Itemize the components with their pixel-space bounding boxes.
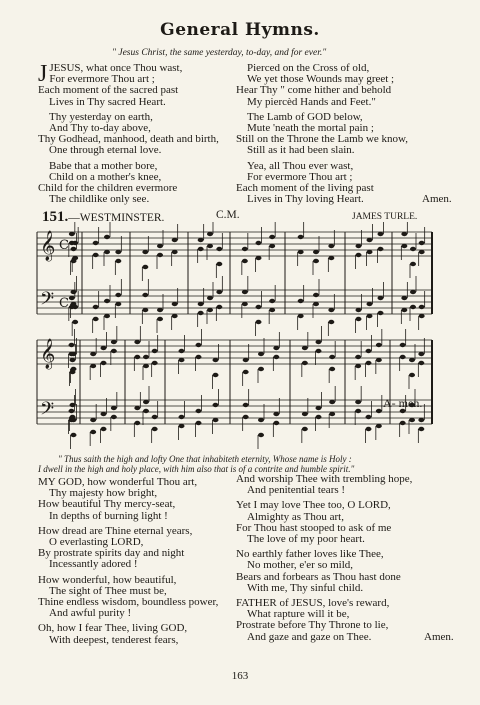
note-head — [367, 302, 373, 306]
note-head — [316, 406, 322, 410]
note-head — [316, 349, 322, 353]
verse-line: And penitential tears ! — [247, 484, 346, 497]
note-head — [172, 238, 178, 242]
stanza — [236, 63, 436, 108]
note-head — [93, 317, 99, 321]
note-head — [419, 250, 425, 254]
verse-line: For evermore Thou art ; — [247, 170, 353, 183]
note-head — [256, 241, 262, 245]
verse-line: Still on the Throne the Lamb we know, — [236, 133, 408, 146]
verse-line: Yea, all Thou ever wast, — [247, 159, 354, 172]
verse-line: Each moment of the sacred past — [38, 84, 179, 97]
note-head — [242, 259, 248, 263]
note-head — [356, 317, 362, 321]
verse-line: Mute 'neath the mortal pain ; — [247, 122, 374, 135]
note-head — [207, 308, 213, 312]
verse-line: Still as it had been slain. — [247, 144, 355, 157]
note-head — [104, 314, 110, 318]
note-head — [242, 247, 248, 251]
stanza — [236, 549, 436, 594]
note-head — [142, 308, 148, 312]
stanza — [236, 159, 452, 206]
note-head — [302, 427, 308, 431]
note-head — [216, 262, 222, 266]
note-head — [101, 412, 107, 416]
note-head — [196, 343, 202, 347]
verse-line: Thine endless wisdom, boundless power, — [38, 596, 219, 609]
verse-line: How beautiful Thy mercy-seat, — [38, 498, 176, 511]
note-head — [378, 311, 384, 315]
note-head — [70, 403, 76, 407]
hymn151-right-column — [236, 473, 454, 647]
note-head — [418, 418, 424, 422]
page-number: 163 — [231, 670, 249, 682]
note-head — [242, 290, 248, 294]
note-head — [196, 355, 202, 359]
note-head — [355, 355, 361, 359]
verse-line: Almighty as Thou art, — [247, 510, 344, 523]
note-head — [71, 367, 77, 371]
verse-line — [236, 630, 454, 643]
note-head — [356, 244, 362, 248]
note-head — [101, 346, 107, 350]
note-head — [378, 247, 384, 251]
hymn150-right-column — [236, 62, 452, 209]
note-head — [198, 311, 204, 315]
tune-composer: JAMES TURLE. — [352, 212, 418, 222]
note-head — [196, 421, 202, 425]
tune-name: —WESTMINSTER. — [68, 212, 165, 224]
verse-line: Lives in Thy sacred Heart. — [49, 95, 166, 108]
note-head — [213, 358, 219, 362]
note-head — [273, 355, 279, 359]
note-head — [216, 305, 222, 309]
note-head — [71, 247, 77, 251]
note-head — [401, 308, 407, 312]
verse-line: No earthly father loves like Thee, — [236, 548, 384, 561]
note-head — [134, 406, 140, 410]
verse-line: For evermore Thou art ; — [49, 73, 155, 86]
note-head — [143, 409, 149, 413]
note-head — [410, 262, 416, 266]
time-signature: C — [59, 238, 69, 253]
note-head — [409, 418, 415, 422]
note-head — [111, 340, 117, 344]
music-score — [0, 222, 480, 454]
note-head — [157, 308, 163, 312]
verse-line: Thy yesterday on earth, — [49, 110, 153, 123]
note-head — [329, 367, 335, 371]
hymn151-epigraph-line1: " Thus saith the high and lofty One that inhabiteth eternity, Whose name is Holy : — [58, 454, 352, 464]
verse-line: FATHER of JESUS, love's reward, — [236, 597, 390, 610]
stanza — [236, 474, 436, 496]
stanza — [38, 477, 243, 522]
note-head — [410, 247, 416, 251]
note-head — [93, 241, 99, 245]
note-head — [172, 250, 178, 254]
note-head — [258, 418, 264, 422]
note-head — [316, 415, 322, 419]
drop-cap: J — [38, 61, 48, 87]
note-head — [313, 293, 319, 297]
note-head — [213, 403, 219, 407]
note-head — [172, 314, 178, 318]
note-head — [111, 415, 117, 419]
note-head — [207, 244, 213, 248]
tune-meter: C.M. — [216, 209, 240, 221]
verse-line: JESUS, what once Thou wast, — [49, 62, 183, 74]
note-head — [90, 418, 96, 422]
verse-line: Oh, how I fear Thee, living GOD, — [38, 622, 188, 635]
note-head — [258, 367, 264, 371]
note-head — [419, 314, 425, 318]
note-head — [256, 320, 262, 324]
note-head — [328, 244, 334, 248]
note-head — [71, 418, 77, 422]
verse-line: With deepest, tenderest fears, — [49, 633, 179, 646]
note-head — [329, 355, 335, 359]
note-head — [216, 290, 222, 294]
note-head — [90, 430, 96, 434]
verse-line: Each moment of the living past — [236, 182, 374, 195]
note-head — [213, 373, 219, 377]
note-head — [134, 421, 140, 425]
note-head — [93, 305, 99, 309]
note-head — [269, 308, 275, 312]
note-head — [376, 409, 382, 413]
note-head — [143, 400, 149, 404]
verse-line: My piercèd Hands and Feet." — [247, 95, 376, 108]
verse-line-text: Lives in Thy loving Heart. — [247, 193, 364, 206]
note-head — [134, 340, 140, 344]
note-head — [367, 314, 373, 318]
note-head — [104, 250, 110, 254]
verse-line: Yet I may love Thee too, O LORD, — [236, 499, 391, 512]
note-head — [355, 400, 361, 404]
verse-line: In depths of burning light ! — [49, 509, 168, 522]
note-head — [313, 250, 319, 254]
note-head — [198, 238, 204, 242]
note-head — [69, 343, 75, 347]
note-head — [243, 403, 249, 407]
note-head — [367, 238, 373, 242]
verse-line: And awful purity ! — [49, 607, 132, 620]
verse-line: We yet those Wounds may greet ; — [247, 73, 395, 86]
amen: Amen. — [424, 630, 454, 643]
note-head — [418, 361, 424, 365]
note-head — [243, 370, 249, 374]
amen: Amen. — [422, 193, 452, 206]
stanza — [38, 526, 243, 571]
note-head — [269, 235, 275, 239]
note-head — [419, 241, 425, 245]
note-head — [152, 349, 158, 353]
note-head — [115, 293, 121, 297]
note-head — [378, 232, 384, 236]
note-head — [366, 349, 372, 353]
note-head — [142, 293, 148, 297]
note-head — [243, 358, 249, 362]
note-head — [329, 400, 335, 404]
note-head — [400, 343, 406, 347]
verse-line: Thy Godhead, manhood, death and birth, — [38, 133, 219, 146]
note-head — [269, 299, 275, 303]
note-head — [366, 361, 372, 365]
stanza — [236, 500, 436, 545]
note-head — [72, 256, 78, 260]
stanza — [38, 575, 243, 620]
hymn150-left-column — [38, 63, 243, 209]
hymn150-epigraph: " Jesus Christ, the same yesterday, to-day, and for ever." — [112, 48, 327, 58]
note-head — [328, 320, 334, 324]
verse-line: How wonderful, how beautiful, — [38, 573, 177, 586]
stanza — [236, 597, 454, 643]
verse-line: And Thy to-day above, — [49, 122, 151, 135]
note-head — [71, 433, 77, 437]
note-head — [298, 235, 304, 239]
note-head — [302, 361, 308, 365]
note-head — [111, 406, 117, 410]
note-head — [152, 427, 158, 431]
verse-line: Prostrate before Thy Throne to lie, — [236, 619, 389, 632]
note-head — [298, 299, 304, 303]
note-head — [72, 320, 78, 324]
note-head — [216, 247, 222, 251]
verse-line: Hear Thy " come hither and behold — [236, 84, 392, 97]
note-head — [142, 250, 148, 254]
note-head — [366, 415, 372, 419]
hymn151-left-column — [38, 477, 243, 650]
note-head — [273, 346, 279, 350]
note-head — [409, 373, 415, 377]
note-head — [328, 308, 334, 312]
verse-line-text: And gaze and gaze on Thee. — [247, 630, 372, 643]
note-head — [71, 290, 77, 294]
note-head — [157, 244, 163, 248]
note-head — [213, 418, 219, 422]
bass-clef: 𝄢 — [40, 289, 55, 314]
verse-line: How dread are Thine eternal years, — [38, 524, 193, 537]
note-head — [243, 415, 249, 419]
note-head — [69, 409, 75, 413]
stanza — [38, 112, 243, 157]
note-head — [70, 358, 76, 362]
note-head — [256, 305, 262, 309]
verse-line: With me, Thy sinful child. — [247, 581, 364, 594]
verse-line: Incessantly adored ! — [49, 558, 138, 571]
note-head — [313, 302, 319, 306]
note-head — [302, 412, 308, 416]
stanza — [236, 112, 436, 157]
note-head — [269, 244, 275, 248]
amen-lyric: A- men. — [383, 396, 423, 410]
note-head — [179, 424, 185, 428]
note-head — [152, 361, 158, 365]
note-head — [256, 256, 262, 260]
note-head — [273, 421, 279, 425]
note-head — [71, 352, 77, 356]
verse-line: And worship Thee with trembling hope, — [236, 473, 413, 485]
note-head — [367, 250, 373, 254]
verse-line: What rapture will it be, — [247, 608, 350, 621]
stanza — [38, 623, 243, 645]
note-head — [356, 308, 362, 312]
note-head — [410, 290, 416, 294]
note-head — [376, 358, 382, 362]
note-head — [115, 259, 121, 263]
note-head — [179, 358, 185, 362]
note-head — [316, 340, 322, 344]
note-head — [410, 305, 416, 309]
note-head — [298, 314, 304, 318]
note-head — [376, 424, 382, 428]
note-head — [378, 296, 384, 300]
note-head — [90, 352, 96, 356]
verse-line: Babe that a mother bore, — [49, 159, 158, 172]
note-head — [179, 349, 185, 353]
verse-line: Pierced on the Cross of old, — [247, 62, 370, 74]
verse-line: The childlike only see. — [49, 193, 150, 206]
stanza — [38, 63, 243, 108]
verse-line: No mother, e'er so mild, — [247, 559, 354, 572]
verse-line: The Lamb of GOD below, — [247, 110, 363, 123]
note-head — [258, 352, 264, 356]
note-head — [242, 302, 248, 306]
note-head — [419, 305, 425, 309]
note-head — [328, 256, 334, 260]
note-head — [198, 247, 204, 251]
note-head — [157, 253, 163, 257]
treble-clef: 𝄞 — [40, 339, 56, 369]
note-head — [72, 305, 78, 309]
note-head — [313, 259, 319, 263]
note-head — [142, 265, 148, 269]
score-staves — [37, 222, 432, 449]
note-head — [207, 232, 213, 236]
note-head — [143, 355, 149, 359]
note-head — [143, 364, 149, 368]
note-head — [69, 232, 75, 236]
time-signature: C — [59, 296, 69, 311]
verse-line: MY GOD, how wonderful Thou art, — [38, 476, 198, 488]
note-head — [172, 302, 178, 306]
note-head — [298, 250, 304, 254]
note-head — [356, 253, 362, 257]
note-head — [401, 244, 407, 248]
hymn-number: 151. — [42, 209, 69, 225]
note-head — [69, 296, 75, 300]
verse-line: For Thou hast stooped to ask of me — [236, 521, 392, 534]
verse-line — [236, 193, 452, 206]
note-head — [134, 355, 140, 359]
note-head — [418, 352, 424, 356]
treble-clef: 𝄞 — [40, 231, 56, 261]
note-head — [104, 299, 110, 303]
verse-line: The love of my poor heart. — [247, 533, 365, 546]
note-head — [196, 409, 202, 413]
note-head — [418, 427, 424, 431]
verse-line: One through eternal love. — [49, 144, 162, 157]
note-head — [401, 296, 407, 300]
note-head — [115, 250, 121, 254]
note-head — [104, 235, 110, 239]
note-head — [111, 349, 117, 353]
running-header: General Hymns. — [160, 20, 320, 40]
verse-line: By prostrate spirits day and night — [38, 547, 185, 560]
hymn151-epigraph-line2: I dwell in the high and holy place, with him also that is of a contrite and humble spirit." — [38, 464, 355, 474]
note-head — [90, 364, 96, 368]
note-head — [93, 253, 99, 257]
note-head — [101, 427, 107, 431]
note-head — [179, 415, 185, 419]
note-head — [355, 364, 361, 368]
note-head — [366, 427, 372, 431]
note-head — [400, 355, 406, 359]
note-head — [258, 433, 264, 437]
note-head — [198, 302, 204, 306]
note-head — [101, 361, 107, 365]
verse-line: Child on a mother's knee, — [49, 170, 162, 183]
note-head — [302, 346, 308, 350]
note-head — [355, 409, 361, 413]
note-head — [157, 317, 163, 321]
note-head — [409, 358, 415, 362]
note-head — [207, 296, 213, 300]
verse-line: Child for the children evermore — [38, 182, 178, 195]
verse-line: Thy majesty how bright, — [49, 487, 158, 500]
note-head — [401, 232, 407, 236]
note-head — [329, 412, 335, 416]
note-head — [273, 412, 279, 416]
verse-line: The sight of Thee must be, — [49, 584, 167, 597]
note-head — [72, 241, 78, 245]
stanza — [38, 161, 243, 206]
note-head — [376, 343, 382, 347]
note-head — [152, 415, 158, 419]
note-head — [115, 302, 121, 306]
verse-line: Bears and forbears as Thou hast done — [236, 570, 401, 583]
note-head — [400, 421, 406, 425]
bass-clef: 𝄢 — [40, 399, 55, 424]
verse-line: O everlasting LORD, — [49, 536, 144, 549]
